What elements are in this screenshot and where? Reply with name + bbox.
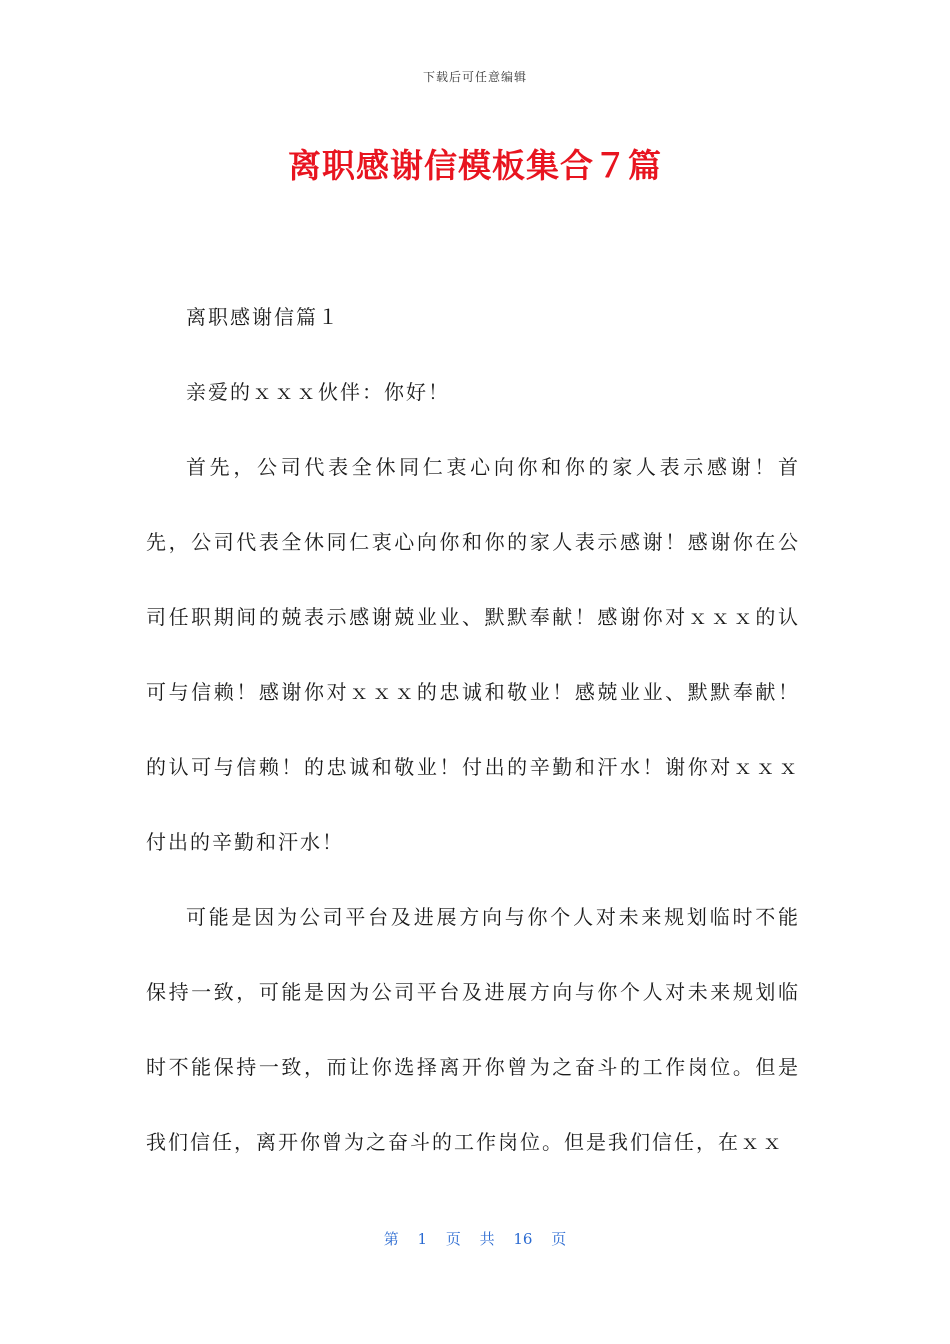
body-paragraph: 首先，公司代表全休同仁衷心向你和你的家人表示感谢！首先，公司代表全休同仁衷心向你和你的家人表示感谢！感谢你在公司任职期间的兢表示感谢兢业业、默默奉献！感谢你对ｘｘｘ的认可与信赖！感谢你对ｘｘｘ的忠诚和敬业！感兢业业、默默奉献！的认可与信赖！的忠诚和敬业！付出的辛勤和汗水！谢你对ｘｘｘ付出的辛勤和汗水！ [146,455,800,854]
document-body [146,280,800,1180]
page-number-footer: 第 1 页 共 16 页 [383,1230,567,1248]
section-heading: 离职感谢信篇１ [186,305,340,329]
page-header-note: 下载后可任意编辑 [422,70,527,84]
document-title: 离职感谢信模板集合７篇 [288,146,662,185]
body-paragraph: 可能是因为公司平台及进展方向与你个人对未来规划临时不能保持一致，可能是因为公司平台及进展方向与你个人对未来规划临时不能保持一致，而让你选择离开你曾为之奋斗的工作岗位。但是我们信任，离开你曾为之奋斗的工作岗位。但是我们信任，在ｘｘ [146,905,800,1154]
greeting-paragraph: 亲爱的ｘｘｘ伙伴：你好！ [186,380,450,404]
